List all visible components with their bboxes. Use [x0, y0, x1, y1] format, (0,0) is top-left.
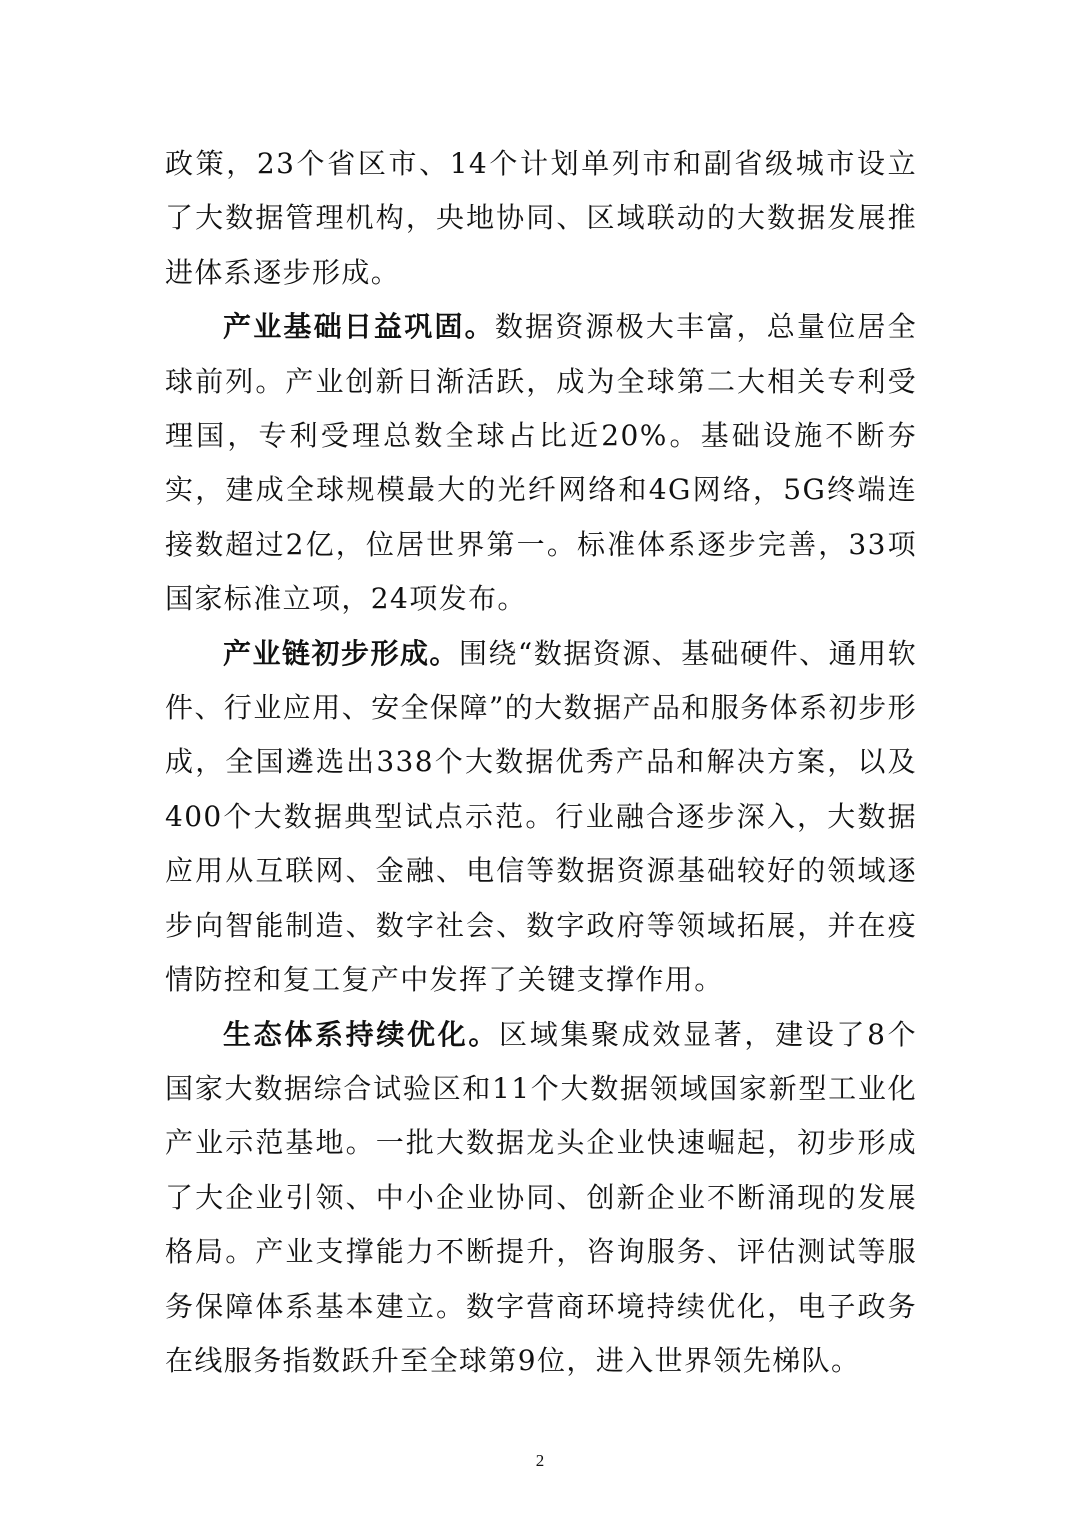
paragraph-text: 围绕“数据资源、基础硬件、通用软件、行业应用、安全保障”的大数据产品和服务体系初步形成，全国遴选出338个大数据优秀产品和解决方案，以及400个大数据典型试点示范。行业融合逐步深入，大数据应用从互联网、金融、电信等数据资源基础较好的领域逐步向智能制造、数字社会、数字政府等领域拓展，并在疫情防控和复工复产中发挥了关键支撑作用。 — [165, 636, 918, 997]
paragraph-policy — [165, 137, 917, 300]
paragraph-heading: 生态体系持续优化。 — [223, 1017, 500, 1051]
paragraph-heading: 产业基础日益巩固。 — [223, 310, 495, 344]
paragraph-text: 政策，23个省区市、14个计划单列市和副省级城市设立了大数据管理机构，央地协同、区域联动的大数据发展推进体系逐步形成。 — [165, 147, 917, 289]
page-number: 2 — [535, 1451, 545, 1470]
paragraph-text: 区域集聚成效显著，建设了8个国家大数据综合试验区和11个大数据领域国家新型工业化产业示范基地。一批大数据龙头企业快速崛起，初步形成了大企业引领、中小企业协同、创新企业不断涌现的发展格局。产业支撑能力不断提升，咨询服务、评估测试等服务保障体系基本建立。数字营商环境持续优化，电子政务在线服务指数跃升至全球第9位，进入世界领先梯队。 — [165, 1017, 917, 1377]
paragraph-ecosystem — [165, 1008, 917, 1389]
paragraph-industry-chain — [165, 627, 917, 1008]
paragraph-industry-foundation — [165, 300, 917, 626]
document-body — [165, 137, 917, 1388]
paragraph-heading: 产业链初步形成。 — [223, 636, 459, 670]
paragraph-text: 数据资源极大丰富，总量位居全球前列。产业创新日渐活跃，成为全球第二大相关专利受理国，专利受理总数全球占比近20%。基础设施不断夯实，建成全球规模最大的光纤网络和4G网络，5G终端连接数超过2亿，位居世界第一。标准体系逐步完善，33项国家标准立项，24项发布。 — [165, 310, 917, 616]
